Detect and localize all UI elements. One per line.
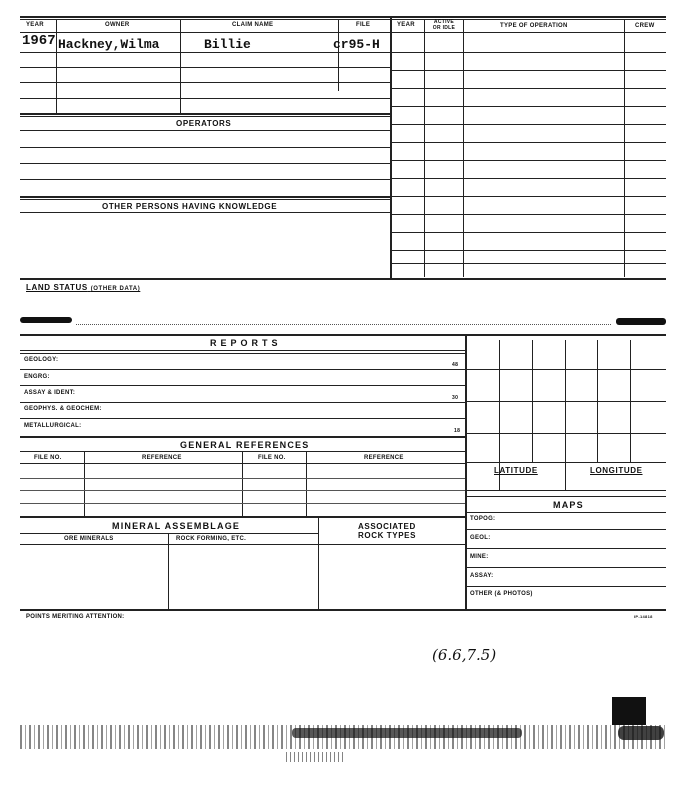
handwritten-coordinates-note: (6.6,7.5) [432,646,497,664]
report-metallurgical-num: 18 [454,428,461,434]
header-crew: CREW [635,23,655,29]
operators-heading: OPERATORS [176,119,232,128]
report-engrg: ENGRG: [24,374,50,380]
maps-assay: ASSAY: [470,573,494,579]
gr-col-file-no-2: FILE NO. [258,455,286,461]
maps-topog: TOPOG: [470,516,496,522]
report-metallurgical: METALLURGICAL: [24,423,82,429]
form-number: IP-14818 [634,614,653,619]
rock-types-heading: ROCK TYPES [358,531,417,540]
header-active: ACTIVE [433,19,455,25]
report-assay: ASSAY & IDENT: [24,390,76,396]
maps-other-photos: OTHER (& PHOTOS) [470,591,533,597]
gr-col-file-no-1: FILE NO. [34,455,62,461]
report-geophys: GEOPHYS. & GEOCHEM: [24,406,102,412]
header-year-2: YEAR [397,22,415,28]
header-claim-name: CLAIM NAME [232,22,274,28]
header-year: YEAR [26,22,44,28]
header-file: FILE [356,22,371,28]
maps-mine: MINE: [470,554,489,560]
ore-minerals-label: ORE MINERALS [64,536,114,542]
report-geology: GEOLOGY: [24,357,59,363]
mineral-assemblage-heading: MINERAL ASSEMBLAGE [112,521,241,531]
other-data-text: (OTHER DATA) [90,286,141,292]
land-status-text: LAND STATUS [26,283,88,292]
entry-claim-name: Billie [204,37,251,52]
general-references-heading: GENERAL REFERENCES [180,440,310,450]
reports-heading: REPORTS [210,338,282,348]
points-meriting-attention: POINTS MERITING ATTENTION: [26,614,125,620]
header-or-idle: OR IDLE [432,25,456,31]
other-persons-heading: OTHER PERSONS HAVING KNOWLEDGE [102,202,278,211]
entry-file: cr95-H [333,37,380,52]
header-owner: OWNER [105,22,130,28]
associated-heading: ASSOCIATED [358,522,416,531]
land-status-label [26,283,140,292]
report-assay-num: 30 [452,395,459,401]
latitude-label: LATITUDE [494,466,538,475]
entry-owner: Hackney,Wilma [58,37,160,52]
maps-heading: MAPS [553,500,584,510]
header-type-of-operation: TYPE OF OPERATION [500,23,568,29]
gr-col-reference-2: REFERENCE [364,455,404,461]
rock-forming-label: ROCK FORMING, ETC. [176,536,247,542]
entry-year: 1967 [22,33,56,49]
maps-geol: GEOL: [470,535,491,541]
longitude-label: LONGITUDE [590,466,643,475]
gr-col-reference-1: REFERENCE [142,455,182,461]
report-geology-num: 48 [452,362,459,368]
